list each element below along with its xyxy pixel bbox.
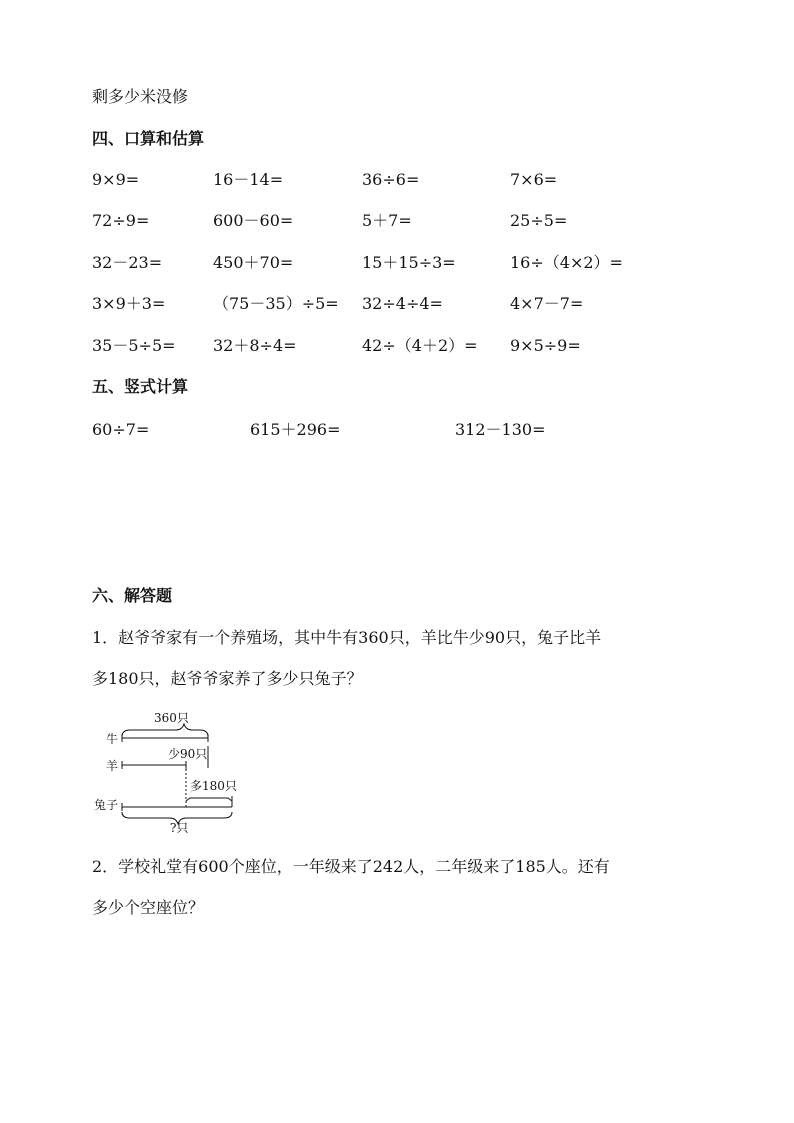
calc-item: 7×6= [510,170,558,189]
calc-item: 450＋70= [213,253,294,272]
cow-count-label: 360只 [154,711,189,725]
calc-item: 25÷5= [510,211,568,230]
question-2-line-2: 多少个空座位？ [92,898,205,917]
less-label: 少90只 [168,747,208,761]
calc-item: 32－23= [92,253,163,272]
calc-item: 5＋7= [362,211,412,230]
more-label: 多180只 [190,779,237,793]
calc-item: 32＋8÷4= [213,336,297,355]
calc-item: 3×9＋3= [92,294,166,313]
calc-item: 600－60= [213,211,294,230]
vertical-calc-item: 312－130= [455,420,546,439]
calc-item: 35－5÷5= [92,336,176,355]
top-line: 剩多少米没修 [92,87,189,106]
line-segment-diagram [92,706,252,836]
cow-brace [122,724,208,737]
calc-item: 36÷6= [362,170,420,189]
calc-item: 72÷9= [92,211,150,230]
question-1-line-2: 多180只，赵爷爷家养了多少只兔子？ [92,669,363,688]
calc-item: 16－14= [213,170,284,189]
calc-item: （75－35）÷5= [213,294,339,313]
more-brace [186,798,232,801]
calc-item: 9×9= [92,170,140,189]
unknown-label: ?只 [170,821,189,835]
question-2-line-1: 2．学校礼堂有600个座位，一年级来了242人，二年级来了185人。还有 [92,857,610,876]
calc-item: 16÷（4×2）= [510,253,623,272]
question-1-line-1: 1．赵爷爷家有一个养殖场，其中牛有360只，羊比牛少90只，兔子比羊 [92,628,602,647]
calc-item: 15＋15÷3= [362,253,456,272]
cow-label: 牛 [106,732,119,746]
calc-item: 9×5÷9= [510,336,581,355]
calc-item: 32÷4÷4= [362,294,443,313]
section4-title: 四、口算和估算 [92,129,205,148]
vertical-calc-item: 60÷7= [92,420,150,439]
section6-title: 六、解答题 [92,586,173,605]
calc-item: 42÷（4＋2）= [362,336,478,355]
sheep-label: 羊 [106,759,119,773]
calc-item: 4×7－7= [510,294,584,313]
vertical-calc-item: 615＋296= [250,420,341,439]
section5-title: 五、竖式计算 [92,377,189,396]
rabbit-label: 兔子 [94,798,119,812]
